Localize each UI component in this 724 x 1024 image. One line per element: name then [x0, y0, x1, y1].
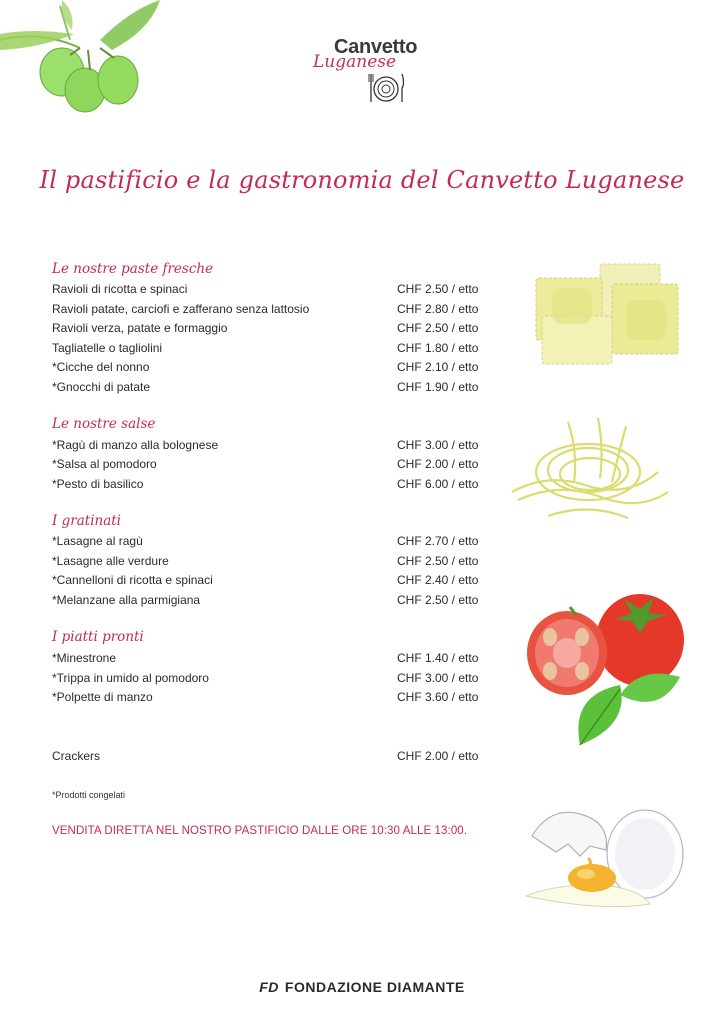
item-name: Ravioli di ricotta e spinaci: [52, 282, 188, 296]
item-name: Ravioli patate, carciofi e zafferano senza lattosio: [52, 301, 310, 316]
item-name: *Trippa in umido al pomodoro: [52, 670, 209, 685]
item-price: CHF 2.40 / etto: [397, 573, 479, 587]
tagliatelle-illustration: [508, 412, 673, 530]
item-name: *Gnocchi di patate: [52, 379, 151, 394]
menu-item: [52, 339, 482, 359]
item-price: CHF 2.00 / etto: [397, 457, 479, 471]
menu-item-crackers: [52, 747, 482, 767]
item-price: CHF 2.10 / etto: [397, 360, 479, 374]
item-name: Crackers: [52, 749, 101, 763]
item-price: CHF 1.80 / etto: [397, 340, 479, 355]
item-price: CHF 3.60 / etto: [397, 690, 479, 704]
menu-item: [52, 378, 482, 398]
frozen-products-note: *Prodotti congelati: [52, 790, 126, 800]
menu-item: [52, 358, 482, 378]
menu-item: [52, 669, 482, 689]
item-price: CHF 1.90 / etto: [397, 379, 479, 394]
item-name: *Lasagne alle verdure: [52, 553, 169, 568]
item-name: *Salsa al pomodoro: [52, 457, 157, 471]
footer-brand: [0, 979, 724, 995]
item-name: *Ragù di manzo alla bolognese: [52, 437, 219, 452]
menu-item: [52, 571, 482, 591]
item-name: *Minestrone: [52, 651, 117, 665]
item-price: CHF 2.00 / etto: [397, 749, 479, 763]
logo-canvetto: Canvetto: [334, 36, 418, 58]
item-name: Ravioli verza, patate e formaggio: [52, 321, 228, 335]
menu-item: [52, 552, 482, 572]
item-price: CHF 6.00 / etto: [397, 476, 479, 491]
menu-item: [52, 475, 482, 495]
item-name: *Cicche del nonno: [52, 360, 150, 374]
olive-branch-illustration: [0, 0, 170, 125]
item-name: *Pesto di basilico: [52, 476, 144, 491]
eggs-illustration: [520, 800, 690, 918]
menu-item: [52, 300, 482, 320]
item-name: *Melanzane alla parmigiana: [52, 592, 201, 607]
logo-luganese: Luganese: [313, 52, 397, 72]
item-price: CHF 1.40 / etto: [397, 651, 479, 665]
ravioli-illustration: [528, 262, 688, 372]
footer-name: FONDAZIONE DIAMANTE: [284, 979, 465, 995]
section-title-paste-fresche: Le nostre paste fresche: [52, 261, 214, 277]
item-name: *Polpette di manzo: [52, 690, 153, 704]
item-price: CHF 3.00 / etto: [397, 437, 479, 452]
footer-mark: FD: [259, 979, 279, 995]
section-title-gratinati: I gratinati: [52, 513, 121, 529]
item-price: CHF 2.50 / etto: [397, 592, 479, 607]
item-name: *Lasagne al ragù: [52, 534, 143, 548]
menu-item: [52, 319, 482, 339]
menu-item: [52, 455, 482, 475]
item-price: CHF 3.00 / etto: [397, 670, 479, 685]
section-title-piatti-pronti: I piatti pronti: [52, 629, 144, 645]
tomato-basil-illustration: [520, 585, 690, 755]
item-price: CHF 2.80 / etto: [397, 301, 479, 316]
item-name: Tagliatelle o tagliolini: [52, 340, 163, 355]
menu-item: [52, 436, 482, 456]
item-price: CHF 2.50 / etto: [397, 321, 479, 335]
page-title: Il pastificio e la gastronomia del Canvetto Luganese: [39, 166, 685, 194]
section-title-salse: Le nostre salse: [52, 416, 156, 432]
item-price: CHF 2.50 / etto: [397, 282, 479, 296]
direct-sale-notice: VENDITA DIRETTA NEL NOSTRO PASTIFICIO DALLE ORE 10:30 ALLE 13:00.: [52, 825, 468, 837]
item-price: CHF 2.70 / etto: [397, 534, 479, 548]
item-price: CHF 2.50 / etto: [397, 553, 479, 568]
menu-item: [52, 649, 482, 669]
menu-item: [52, 532, 482, 552]
menu-item: [52, 280, 482, 300]
menu-item: [52, 591, 482, 611]
menu-item: [52, 688, 482, 708]
plate-fork-knife-icon: [366, 72, 406, 104]
item-name: *Cannelloni di ricotta e spinaci: [52, 573, 213, 587]
